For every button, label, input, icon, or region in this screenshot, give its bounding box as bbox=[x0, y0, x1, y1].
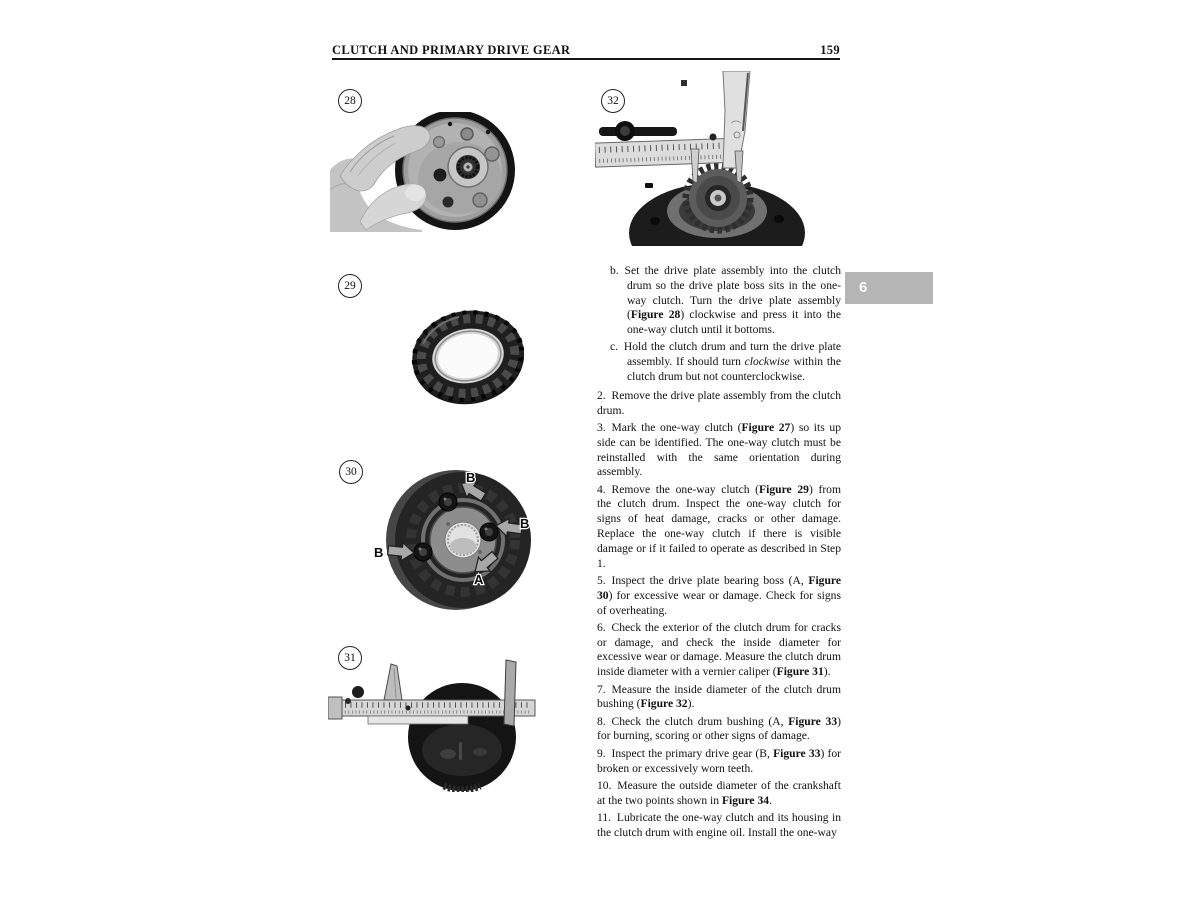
figure-28-photo bbox=[330, 112, 522, 232]
paragraph: 6. Check the exterior of the clutch drum for cracks or damage, and check the inside diameter for excessive wear or damage. Measure the clutch drum inside diameter with a vernier caliper (Figure 31). bbox=[597, 620, 841, 679]
paragraph: 7. Measure the inside diameter of the clutch drum bushing (Figure 32). bbox=[597, 682, 841, 711]
paragraph: 5. Inspect the drive plate bearing boss (A, Figure 30) for excessive wear or damage. Check for signs of overheating. bbox=[597, 573, 841, 617]
paragraph: 9. Inspect the primary drive gear (B, Figure 33) for broken or excessively worn teeth. bbox=[597, 746, 841, 775]
figure-30-label: 30 bbox=[339, 460, 363, 484]
figure-32-label: 32 bbox=[601, 89, 625, 113]
figure-30-callout-a: A bbox=[474, 572, 484, 587]
page-number: 159 bbox=[820, 43, 840, 57]
figure-28-label: 28 bbox=[338, 89, 362, 113]
chapter-number: 6 bbox=[859, 279, 868, 296]
paragraph: b. Set the drive plate assembly into the clutch drum so the drive plate boss sits in the one-way clutch. Turn the drive plate assembly (Figure 28) clockwise and press it into the one-way clutch until it bottoms. bbox=[610, 264, 841, 337]
figure-30-callout-b3: B bbox=[374, 545, 384, 560]
figure-30-photo bbox=[372, 460, 540, 610]
figure-31-label: 31 bbox=[338, 646, 362, 670]
paragraph: 2. Remove the drive plate assembly from the clutch drum. bbox=[597, 388, 841, 417]
page-title: CLUTCH AND PRIMARY DRIVE GEAR bbox=[332, 43, 571, 57]
paragraph: 3. Mark the one-way clutch (Figure 27) so its up side can be identified. The one-way clutch must be reinstalled with the same orientation during assembly. bbox=[597, 420, 842, 479]
text-column bbox=[597, 264, 841, 843]
chapter-tab bbox=[845, 272, 933, 304]
figure-30-callout-b2: B bbox=[520, 516, 530, 531]
figure-31-photo bbox=[328, 654, 538, 792]
figure-32-photo bbox=[595, 71, 845, 246]
figure-29-label: 29 bbox=[338, 274, 362, 298]
paragraph: 4. Remove the one-way clutch (Figure 29) from the clutch drum. Inspect the one-way clutch for signs of heat damage, cracks or other damage. Replace the one-way clutch if there is visible damage or if it failed to operate as described in Step 1. bbox=[597, 482, 841, 570]
paragraph: c. Hold the clutch drum and turn the drive plate assembly. If should turn clockwise within the clutch drum but not counterclockwise. bbox=[610, 340, 841, 384]
paragraph: 11. Lubricate the one-way clutch and its housing in the clutch drum with engine oil. Install the one-way bbox=[597, 810, 841, 839]
paragraph: 10. Measure the outside diameter of the crankshaft at the two points shown in Figure 34. bbox=[597, 778, 841, 807]
paragraph: 8. Check the clutch drum bushing (A, Figure 33) for burning, scoring or other signs of damage. bbox=[597, 714, 841, 743]
figure-29-photo bbox=[396, 300, 536, 412]
page-header bbox=[332, 40, 840, 60]
figure-30-callout-b1: B bbox=[466, 470, 476, 485]
